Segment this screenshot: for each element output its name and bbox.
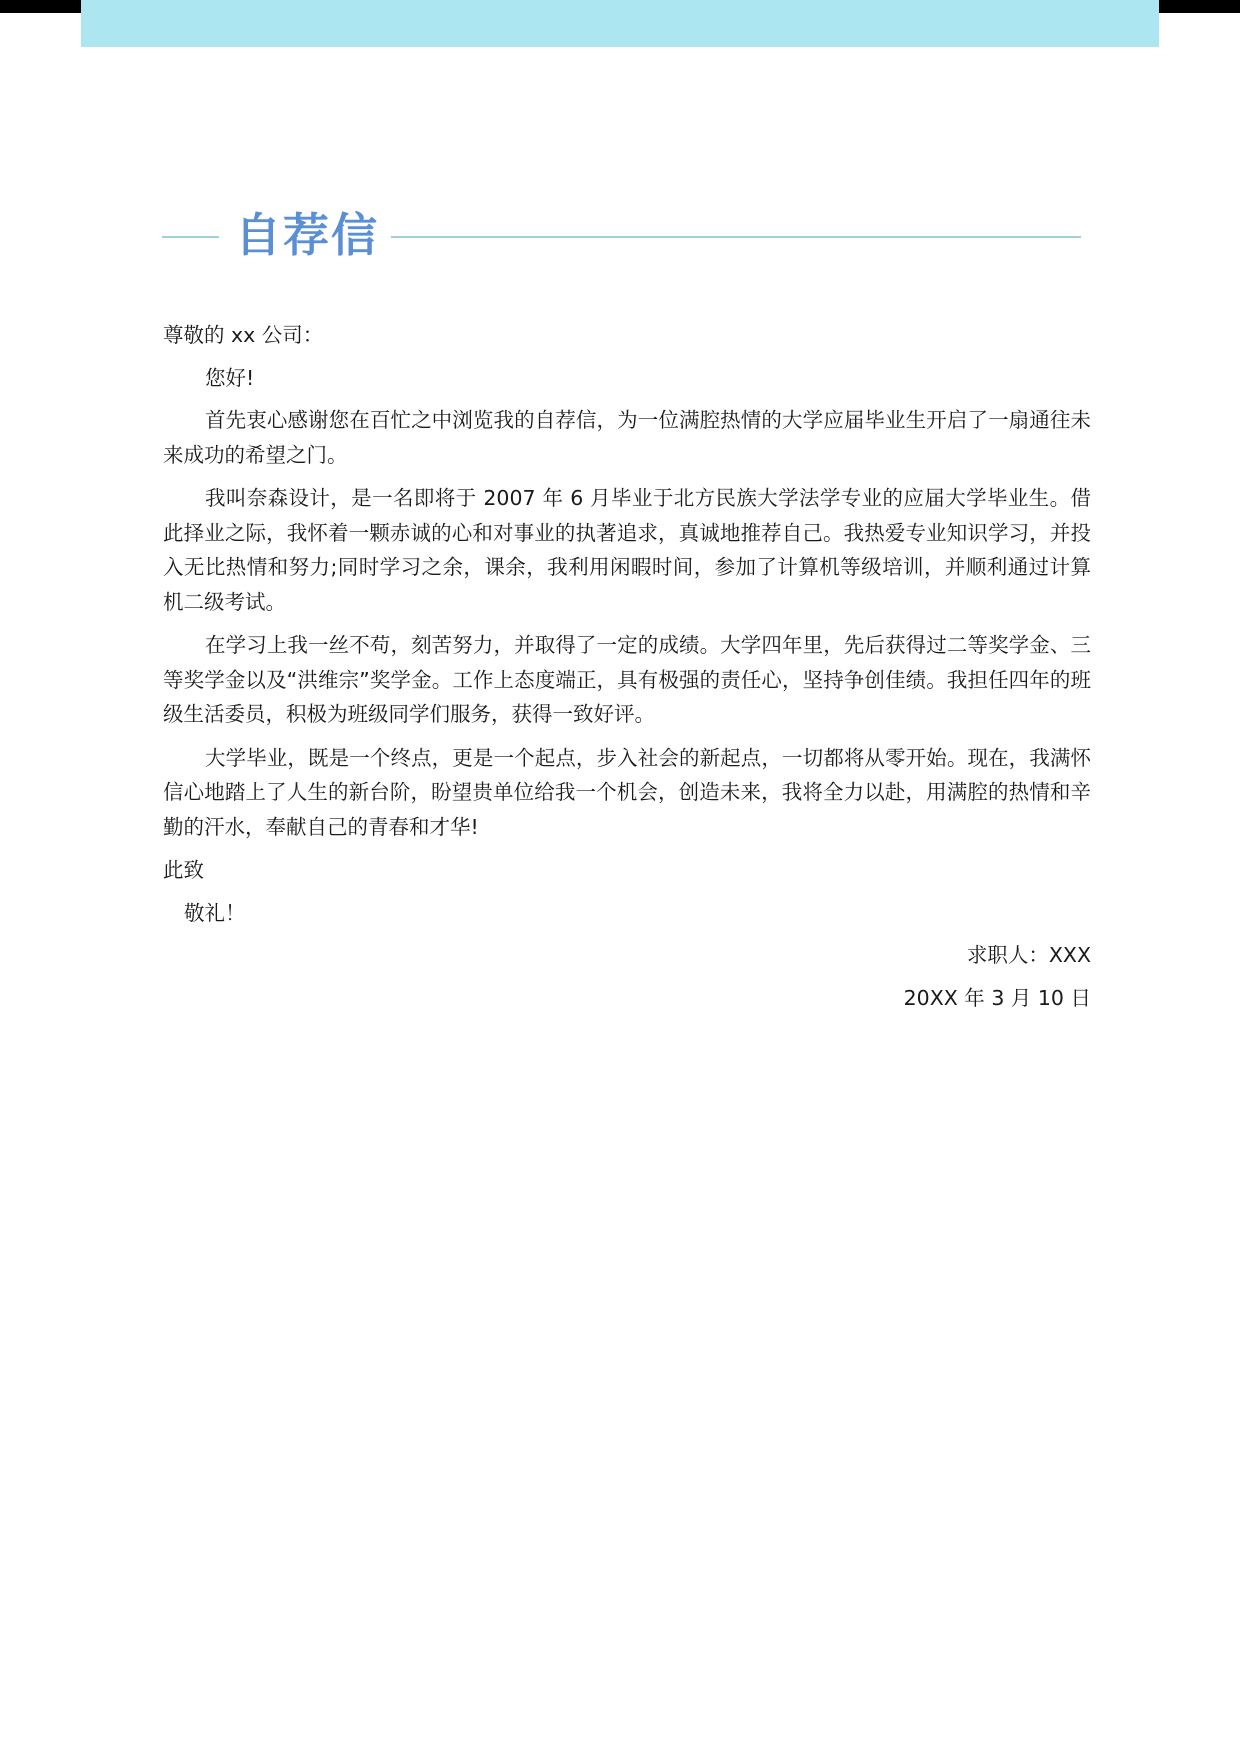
closing: 此致 [163, 858, 204, 882]
salutation: 尊敬的 xx 公司： [163, 323, 324, 347]
letter-body [163, 318, 1091, 1023]
date: 20XX 年 3 月 10 日 [903, 985, 1091, 1010]
paragraph-conclusion: 大学毕业，既是一个终点，更是一个起点，步入社会的新起点，一切都将从零开始。现在，我满怀信心地踏上了人生的新台阶，盼望贵单位给我一个机会，创造未来，我将全力以赴，用满腔的热情和辛勤的汗水，奉献自己的青春和才华! [163, 745, 1091, 839]
title-section [162, 200, 1082, 270]
paragraph-background: 我叫奈森设计，是一名即将于 2007 年 6 月毕业于北方民族大学法学专业的应届大学毕业生。借此择业之际，我怀着一颗赤诚的心和对事业的执著追求，真诚地推荐自己。我热爱专业知识学习，并投入无比热情和努力;同时学习之余，课余，我利用闲暇时间，参加了计算机等级培训，并顺利通过计算机二级考试。 [163, 486, 1091, 614]
page-title: 自荐信 [235, 208, 379, 262]
paragraph-intro: 首先衷心感谢您在百忙之中浏览我的自荐信，为一位满腔热情的大学应届毕业生开启了一扇通往未来成功的希望之门。 [163, 408, 1091, 467]
top-left-corner-bar [0, 0, 81, 13]
title-divider-left [162, 236, 219, 238]
signature: 求职人：XXX [966, 943, 1091, 967]
greeting: 您好! [205, 365, 255, 390]
paragraph-achievements: 在学习上我一丝不苟，刻苦努力，并取得了一定的成绩。大学四年里，先后获得过二等奖学金、三等奖学金以及“洪维宗”奖学金。工作上态度端正，具有极强的责任心，坚持争创佳绩。我担任四年的班级生活委员，积极为班级同学们服务，获得一致好评。 [163, 633, 1091, 726]
header-banner [81, 0, 1159, 47]
title-divider-right [391, 236, 1081, 238]
top-right-corner-bar [1159, 0, 1240, 13]
regards: 敬礼！ [184, 900, 246, 925]
